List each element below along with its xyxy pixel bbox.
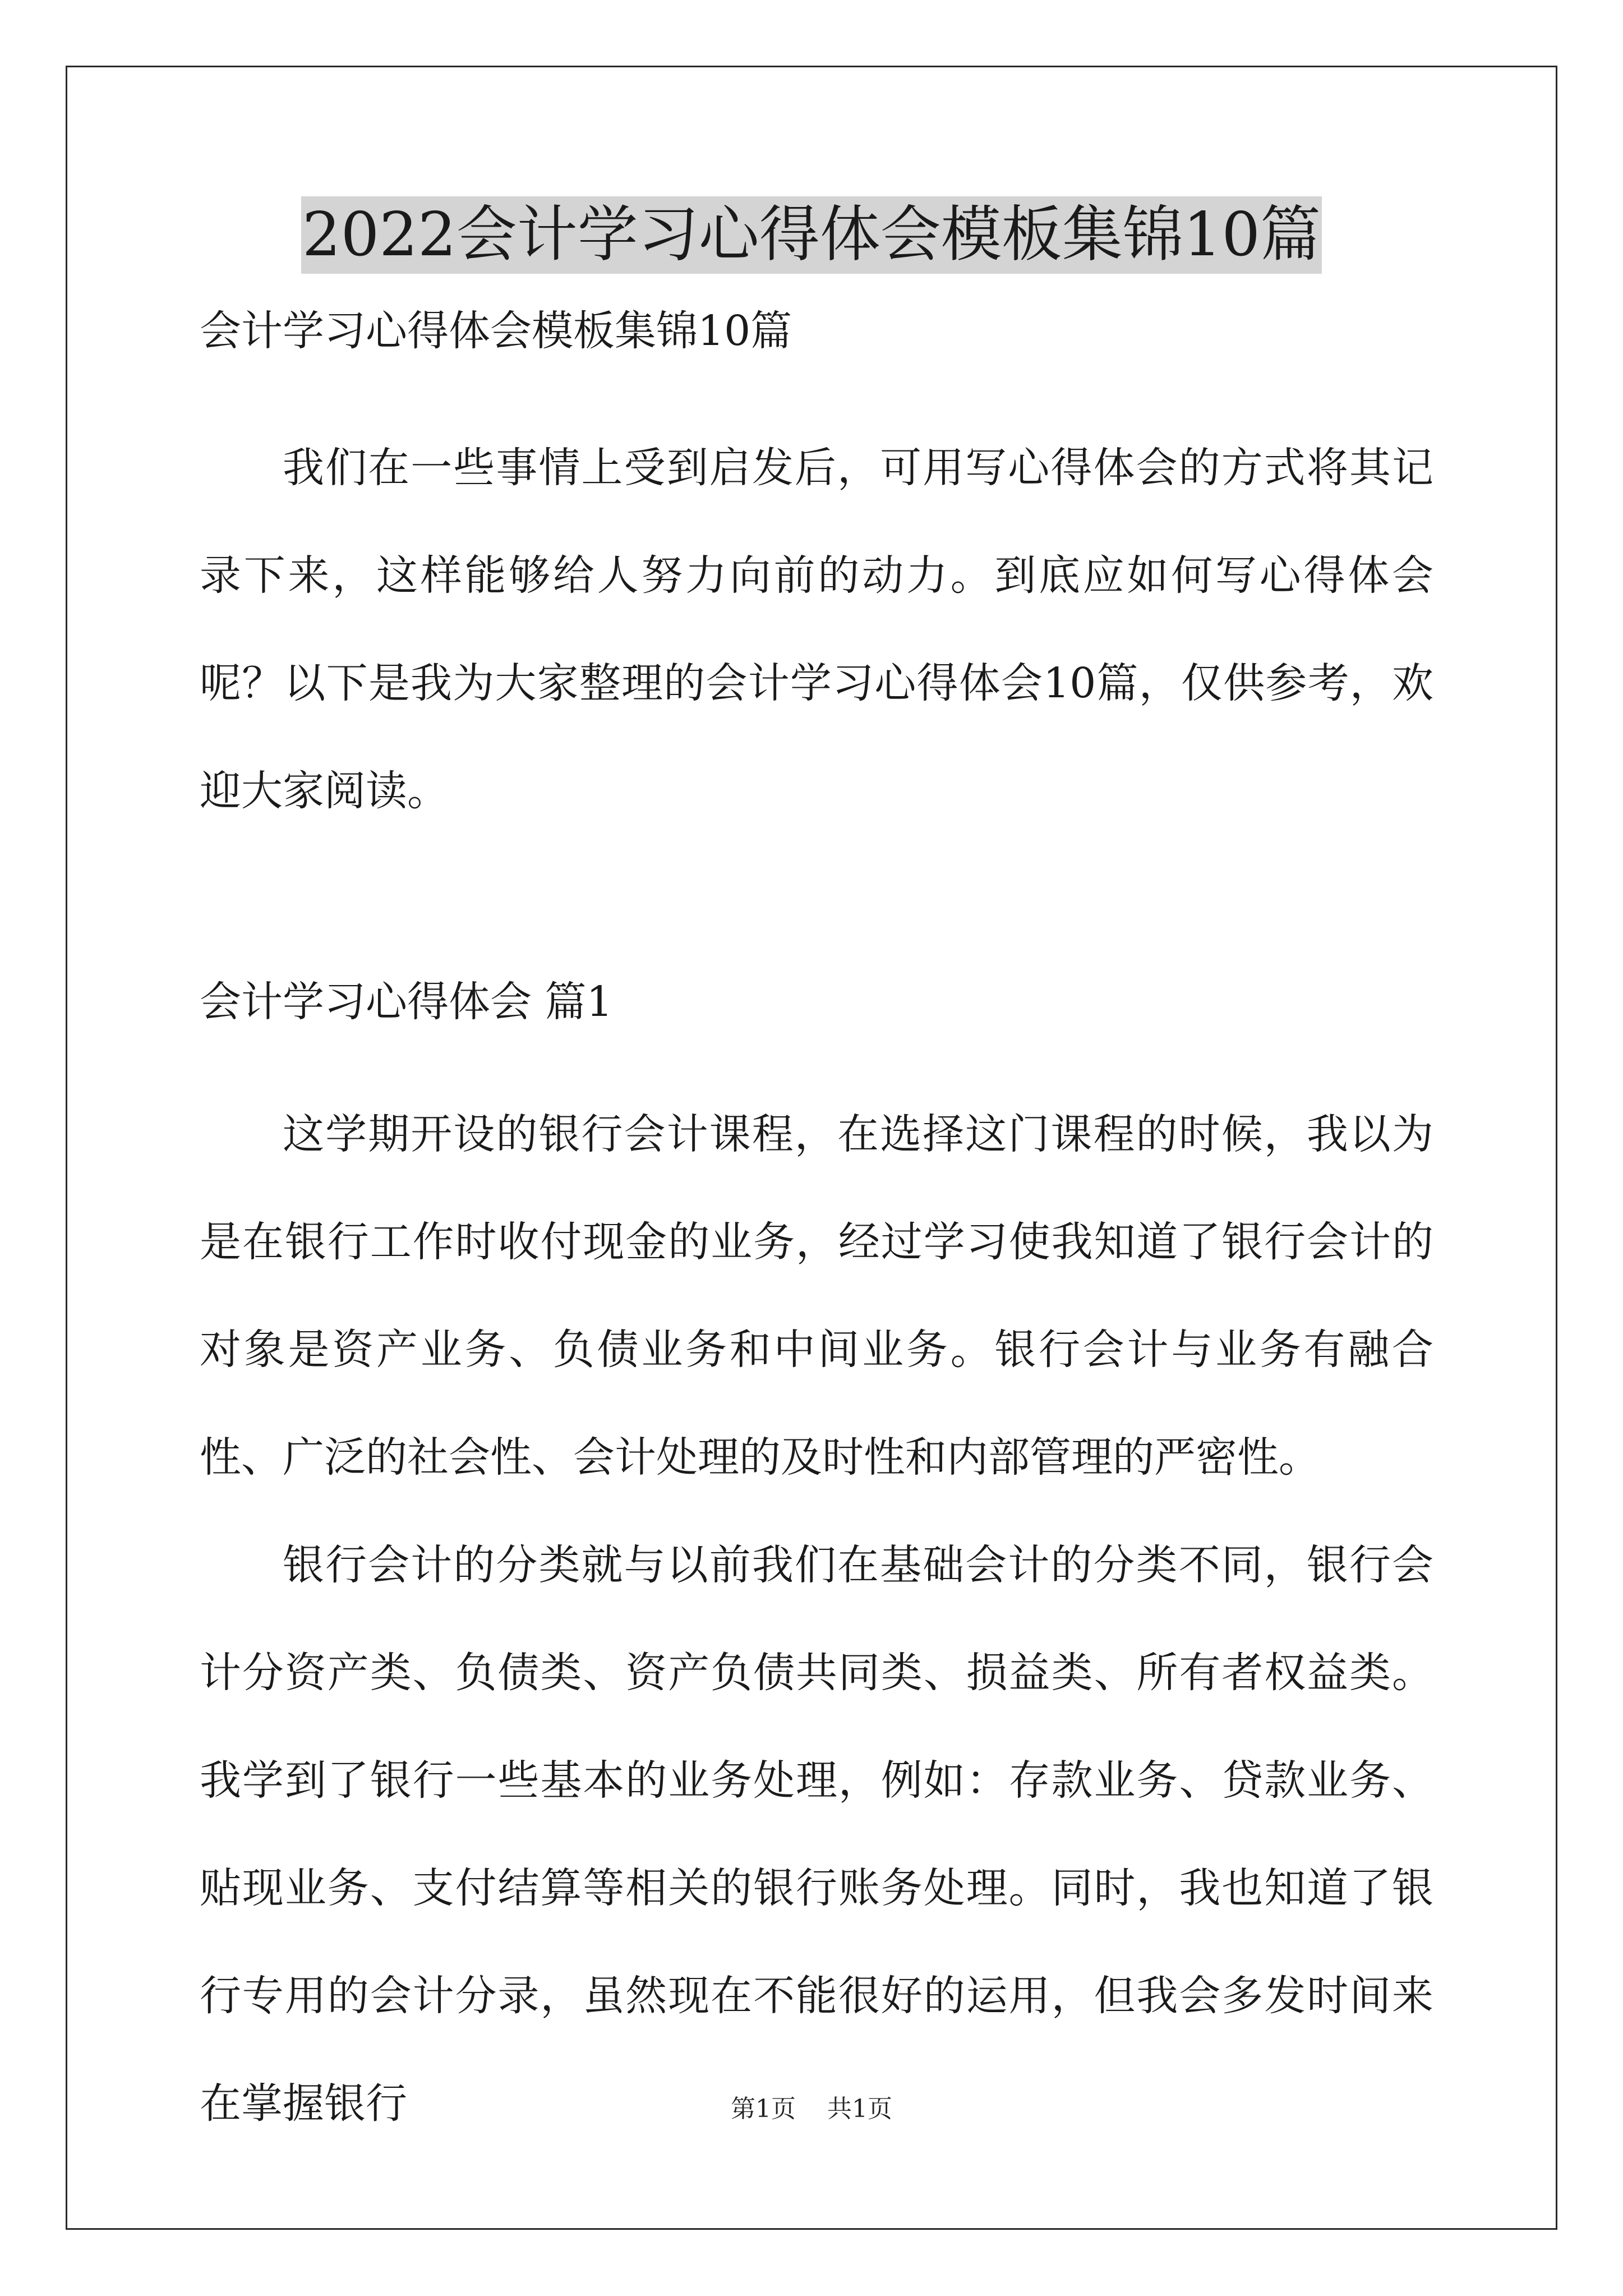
document-body [200,303,1433,2157]
page-footer [0,2092,1623,2126]
document-title: 2022会计学习心得体会模板集锦10篇 [301,196,1322,274]
title-area [0,196,1623,274]
intro-paragraph: 我们在一些事情上受到启发后，可用写心得体会的方式将其记录下来，这样能够给人努力向前的动力。到底应如何写心得体会呢？以下是我为大家整理的会计学习心得体会10篇，仅供参考，欢迎大家阅读。 [200,444,1433,815]
page-number: 第1页 [731,2095,796,2123]
section-heading: 会计学习心得体会 篇1 [200,978,613,1026]
body-paragraph-1: 这学期开设的银行会计课程，在选择这门课程的时候，我以为是在银行工作时收付现金的业务，经过学习使我知道了银行会计的对象是资产业务、负债业务和中间业务。银行会计与业务有融合性、广泛的社会性、会计处理的及时性和内部管理的严密性。 [200,1110,1433,1481]
document-subtitle: 会计学习心得体会模板集锦10篇 [200,307,792,355]
page-total: 共1页 [827,2095,892,2123]
body-paragraph-2: 银行会计的分类就与以前我们在基础会计的分类不同，银行会计分资产类、负债类、资产负债共同类、损益类、所有者权益类。我学到了银行一些基本的业务处理，例如：存款业务、贷款业务、贴现业务、支付结算等相关的银行账务处理。同时，我也知道了银行专用的会计分录，虽然现在不能很好的运用，但我会多发时间来在掌握银行 [200,1541,1433,2128]
